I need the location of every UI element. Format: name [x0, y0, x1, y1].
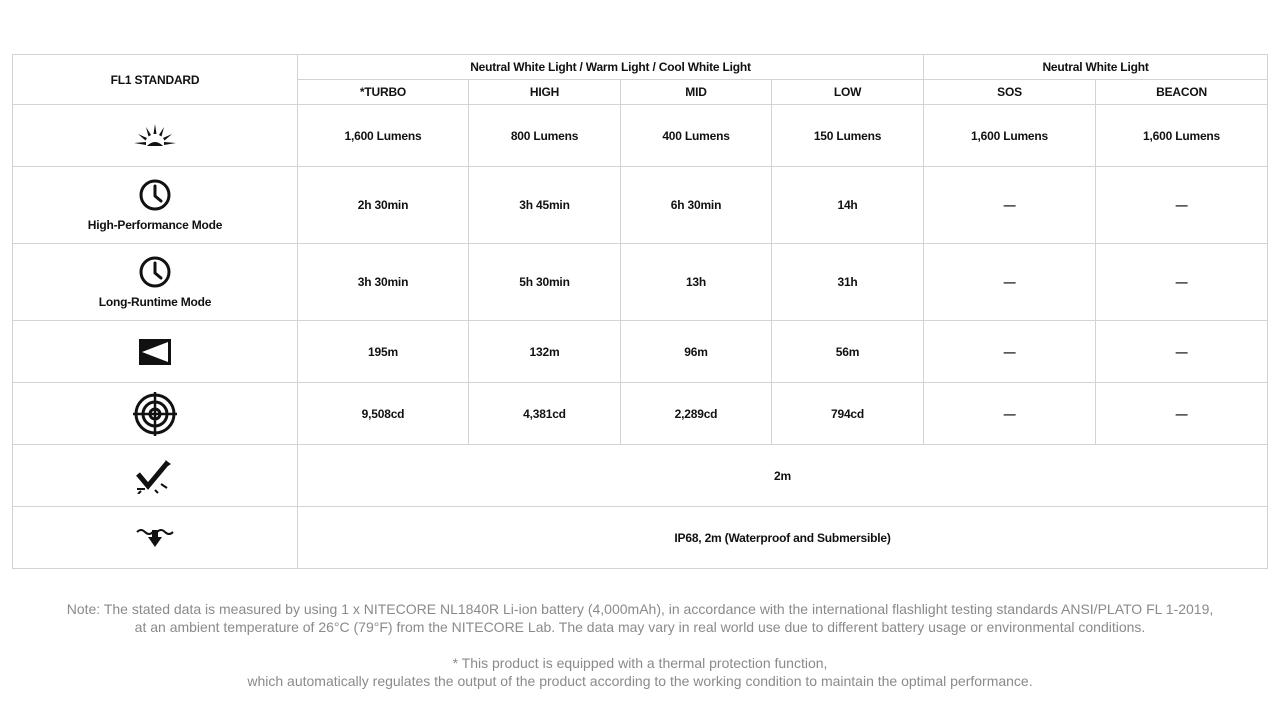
row-icon-cell [13, 445, 298, 507]
distance-sos: — [924, 321, 1096, 383]
runtime-high-low: 14h [772, 167, 924, 244]
table-row-runtime-long [13, 244, 1268, 321]
intensity-beacon: — [1096, 383, 1268, 445]
distance-low: 56m [772, 321, 924, 383]
group-header-multi-color: Neutral White Light / Warm Light / Cool White Light [298, 55, 924, 80]
runtime-high-turbo: 2h 30min [298, 167, 469, 244]
row-icon-cell [13, 244, 298, 321]
mode-header-turbo: *TURBO [298, 80, 469, 105]
distance-turbo: 195m [298, 321, 469, 383]
distance-mid: 96m [621, 321, 772, 383]
clock-icon [138, 178, 172, 212]
specs-table [12, 54, 1268, 569]
output-sos: 1,600 Lumens [924, 105, 1096, 167]
intensity-turbo: 9,508cd [298, 383, 469, 445]
output-mid: 400 Lumens [621, 105, 772, 167]
output-high: 800 Lumens [469, 105, 621, 167]
impact-value: 2m [298, 445, 1268, 507]
output-turbo: 1,600 Lumens [298, 105, 469, 167]
clock-icon [138, 255, 172, 289]
row-icon-cell [13, 321, 298, 383]
intensity-low: 794cd [772, 383, 924, 445]
note-line: at an ambient temperature of 26°C (79°F) from the NITECORE Lab. The data may vary in real world use due to different battery usage or environmental conditions. [134, 619, 1146, 635]
group-header-neutral: Neutral White Light [924, 55, 1268, 80]
runtime-long-beacon: — [1096, 244, 1268, 321]
thermal-protection-note [0, 654, 1280, 690]
distance-beacon: — [1096, 321, 1268, 383]
waterproof-value: IP68, 2m (Waterproof and Submersible) [298, 507, 1268, 569]
intensity-high: 4,381cd [469, 383, 621, 445]
note-line: which automatically regulates the output of the product according to the working condition to maintain the optimal performance. [247, 673, 1033, 689]
waterproof-icon [135, 526, 175, 550]
target-icon [132, 391, 178, 437]
runtime-high-mid: 6h 30min [621, 167, 772, 244]
table-row-output [13, 105, 1268, 167]
runtime-long-sos: — [924, 244, 1096, 321]
mode-header-high: HIGH [469, 80, 621, 105]
intensity-mid: 2,289cd [621, 383, 772, 445]
note-line: Note: The stated data is measured by using 1 x NITECORE NL1840R Li-ion battery (4,000mAh), in accordance with the international flashlight testing standards ANSI/PLATO FL 1-2019, [66, 601, 1214, 617]
row-icon-cell [13, 105, 298, 167]
corner-header: FL1 STANDARD [13, 55, 298, 105]
intensity-sos: — [924, 383, 1096, 445]
output-low: 150 Lumens [772, 105, 924, 167]
beam-distance-icon [138, 338, 172, 366]
distance-high: 132m [469, 321, 621, 383]
mode-header-beacon: BEACON [1096, 80, 1268, 105]
table-row-impact [13, 445, 1268, 507]
row-icon-cell [13, 167, 298, 244]
row-icon-cell [13, 507, 298, 569]
output-burst-icon [133, 122, 177, 150]
table-row-waterproof [13, 507, 1268, 569]
runtime-mode-label: High-Performance Mode [87, 218, 223, 232]
mode-header-mid: MID [621, 80, 772, 105]
runtime-long-low: 31h [772, 244, 924, 321]
table-row-intensity [13, 383, 1268, 445]
runtime-long-mid: 13h [621, 244, 772, 321]
runtime-high-sos: — [924, 167, 1096, 244]
table-row-runtime-high [13, 167, 1268, 244]
runtime-high-high: 3h 45min [469, 167, 621, 244]
row-icon-cell [13, 383, 298, 445]
output-beacon: 1,600 Lumens [1096, 105, 1268, 167]
table-row-distance [13, 321, 1268, 383]
runtime-long-high: 5h 30min [469, 244, 621, 321]
runtime-long-turbo: 3h 30min [298, 244, 469, 321]
runtime-high-beacon: — [1096, 167, 1268, 244]
runtime-mode-label: Long-Runtime Mode [98, 295, 212, 309]
mode-header-sos: SOS [924, 80, 1096, 105]
impact-resistance-icon [135, 458, 175, 494]
mode-header-low: LOW [772, 80, 924, 105]
test-standard-note [0, 600, 1280, 636]
note-line: * This product is equipped with a thermal protection function, [452, 655, 828, 671]
